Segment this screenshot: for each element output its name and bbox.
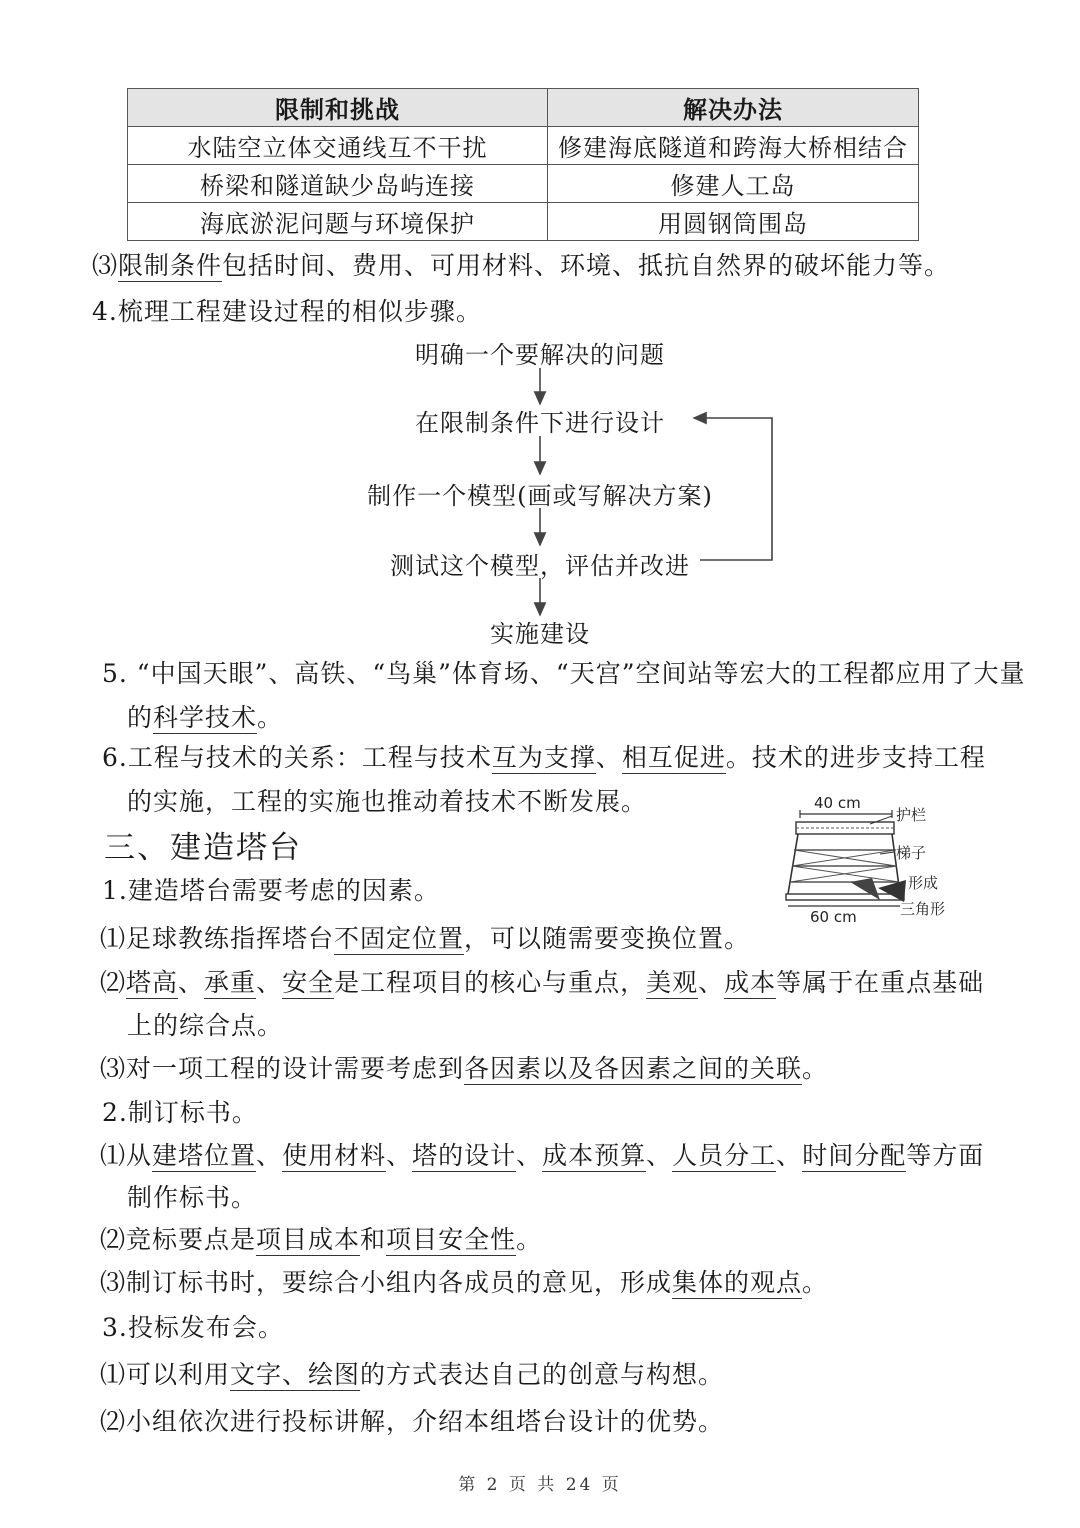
paragraph-text: 足球教练指挥塔台 <box>126 924 335 953</box>
item-number: ⑵ <box>100 1407 127 1436</box>
s3-item-a <box>100 1357 724 1393</box>
underlined-term: 文字、绘图 <box>230 1360 361 1389</box>
underlined-term: 美观 <box>646 968 699 997</box>
s1-item-b: ⑵塔高、承重、安全是工程项目的核心与重点，美观、成本等属于在重点基础 <box>100 968 985 997</box>
paragraph-text: 。 <box>802 1268 829 1297</box>
table-cell: 海底淤泥问题与环境保护 <box>128 203 548 241</box>
label-rail: 护栏 <box>896 806 927 824</box>
underlined-term: 成本预算 <box>542 1141 647 1170</box>
label-40cm: 40 cm <box>814 794 861 812</box>
s2-item-a: ⑴从建塔位置、使用材料、塔的设计、成本预算、人员分工、时间分配等方面 <box>100 1141 985 1170</box>
underlined-term: 项目成本 <box>256 1225 361 1254</box>
item-number: ⑵ <box>100 968 127 997</box>
header-challenge: 限制和挑战 <box>128 89 548 127</box>
table-row <box>128 127 919 165</box>
item-number: ⑶ <box>100 1054 127 1083</box>
paragraph-text: 从 <box>126 1141 153 1170</box>
item5-line2 <box>127 700 283 736</box>
paragraph-text: 对一项工程的设计需要考虑到 <box>126 1054 465 1083</box>
underlined-term: 科学技术 <box>153 703 258 732</box>
underlined-term: 塔高 <box>126 968 179 997</box>
paragraph-text: 是工程项目的核心与重点， <box>334 968 647 997</box>
item-number: ⑶ <box>92 251 119 280</box>
underlined-term: 使用材料 <box>282 1141 387 1170</box>
paragraph-text: 竞标要点是 <box>126 1225 257 1254</box>
underlined-term: 时间分配 <box>802 1141 907 1170</box>
s1-item-b-line2: 上的综合点。 <box>127 1011 284 1040</box>
s3-title: 3.投标发布会。 <box>102 1313 284 1342</box>
table-cell: 用圆钢筒围岛 <box>548 203 919 241</box>
underlined-term: 各因素以及各因素之间的关联 <box>464 1054 803 1083</box>
s2-title: 2.制订标书。 <box>102 1098 258 1127</box>
table-cell: 修建人工岛 <box>548 165 919 203</box>
paragraph-text: ，可以随需要变换位置。 <box>464 924 751 953</box>
label-triangle: 三角形 <box>900 900 946 918</box>
table-header-row <box>128 89 919 127</box>
paragraph-text: 等属于在重点基础 <box>776 968 985 997</box>
s1-item-a <box>100 921 750 957</box>
underlined-term: 建塔位置 <box>152 1141 257 1170</box>
underlined-term: 成本 <box>724 968 777 997</box>
s2-item-a-line2: 制作标书。 <box>127 1183 258 1212</box>
s2-item-b <box>100 1222 542 1258</box>
s1-item-c <box>100 1051 828 1087</box>
flow-step-2: 在限制条件下进行设计 <box>415 409 665 437</box>
item5-line1: 5. “中国天眼”、高铁、“鸟巢”体育场、“天宫”空间站等宏大的工程都应用了大量 <box>102 659 1026 688</box>
flow-step-3: 制作一个模型(画或写解决方案) <box>367 482 713 510</box>
underlined-term: 限制条件 <box>118 251 223 280</box>
s3-item-b <box>100 1404 724 1440</box>
section-title: 三、建造塔台 <box>104 830 302 866</box>
underlined-term: 集体的观点 <box>672 1268 803 1297</box>
underlined-term: 项目安全性 <box>386 1225 517 1254</box>
paragraph-text: 的方式表达自己的创意与构想。 <box>360 1360 725 1389</box>
paragraph-text: 6.工程与技术的关系：工程与技术 <box>102 743 492 772</box>
table-cell: 修建海底隧道和跨海大桥相结合 <box>548 127 919 165</box>
paragraph-text: 、 <box>595 743 622 772</box>
underlined-term: 塔的设计 <box>412 1141 517 1170</box>
table-row <box>128 203 919 241</box>
paragraph-text: 和 <box>360 1225 387 1254</box>
s1-title: 1.建造塔台需要考虑的因素。 <box>102 876 440 905</box>
item6-line2: 的实施，工程的实施也推动着技术不断发展。 <box>127 787 648 816</box>
item6-line1 <box>102 740 986 776</box>
underlined-term: 安全 <box>282 968 335 997</box>
paragraph-text: 制订标书时，要综合小组内各成员的意见，形成 <box>126 1268 673 1297</box>
flow-step-5: 实施建设 <box>490 620 590 648</box>
underlined-term: 承重 <box>204 968 257 997</box>
item-number: ⑵ <box>100 1225 127 1254</box>
paragraph-text: 可以利用 <box>126 1360 231 1389</box>
table-cell: 水陆空立体交通线互不干扰 <box>128 127 548 165</box>
page-footer: 第 2 页 共 24 页 <box>458 1475 622 1495</box>
item-number: ⑶ <box>100 1268 127 1297</box>
paragraph-text: 的 <box>127 703 154 732</box>
paragraph-text: 小组依次进行投标讲解，介绍本组塔台设计的优势。 <box>126 1407 725 1436</box>
table-row <box>128 165 919 203</box>
underlined-term: 相互促进 <box>621 743 726 772</box>
paragraph-text: 。 <box>257 703 284 732</box>
underlined-term: 互为支撑 <box>491 743 596 772</box>
paragraph-text: 。 <box>516 1225 543 1254</box>
challenge-solution-table <box>127 88 919 241</box>
tower-diagram <box>780 790 960 930</box>
item-number: ⑴ <box>100 1141 127 1170</box>
limits-paragraph <box>92 248 950 284</box>
header-solution: 解决办法 <box>548 89 919 127</box>
label-form: 形成 <box>908 874 939 892</box>
s2-item-c <box>100 1265 828 1301</box>
underlined-term: 人员分工 <box>672 1141 777 1170</box>
flow-step-4: 测试这个模型，评估并改进 <box>390 552 690 580</box>
item-number: ⑴ <box>100 1360 127 1389</box>
paragraph-text: 等方面 <box>906 1141 985 1170</box>
paragraph-text: 。技术的进步支持工程 <box>725 743 986 772</box>
label-60cm: 60 cm <box>810 908 857 926</box>
item-number: ⑴ <box>100 924 127 953</box>
table-cell: 桥梁和隧道缺少岛屿连接 <box>128 165 548 203</box>
paragraph-text: 包括时间、费用、可用材料、环境、抵抗自然界的破坏能力等。 <box>222 251 951 280</box>
item4-title: 4.梳理工程建设过程的相似步骤。 <box>92 297 482 326</box>
paragraph-text: 。 <box>802 1054 829 1083</box>
flow-step-1: 明确一个要解决的问题 <box>415 341 665 369</box>
underlined-term: 不固定位置 <box>334 924 465 953</box>
label-ladder: 梯子 <box>896 844 927 862</box>
